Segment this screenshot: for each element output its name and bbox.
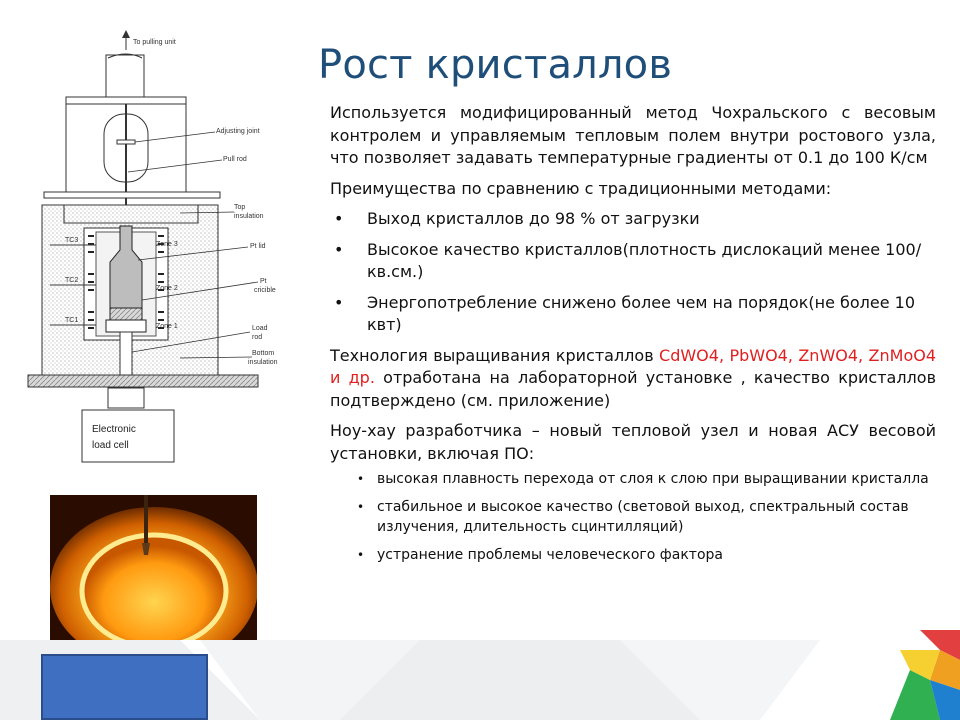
- knowhow-paragraph: Ноу-хау разработчика – новый тепловой узел и новая АСУ весовой установки, включая ПО:: [330, 421, 936, 463]
- list-item: • Энергопотребление снижено более чем на порядок(не более 10 квт): [330, 292, 936, 337]
- advantages-list: [330, 208, 936, 337]
- label-tc1: TC1: [65, 317, 79, 324]
- label-tc3: TC3: [65, 237, 79, 244]
- advantages-heading: Преимущества по сравнению с традиционными методами:: [330, 178, 832, 198]
- label-pull-rod: Pull rod: [223, 156, 247, 163]
- technology-paragraph: [330, 345, 936, 413]
- label-zone2: Zone 2: [156, 285, 178, 292]
- intro-paragraph: Используется модифицированный метод Чохральского с весовым контролем и управляемым тепловым полем внутри ростового узла, что позволяет задавать температурные градиенты от 0.1 до 100 К/см: [330, 103, 936, 167]
- label-bottom-2: insulation: [248, 359, 278, 366]
- list-item: • устранение проблемы человеческого фактора: [330, 545, 936, 565]
- label-tc2: TC2: [65, 277, 79, 284]
- list-item: • стабильное и высокое качество (световой выход, спектральный состав излучения, длительность сцинтилляций): [330, 497, 936, 537]
- knowhow-list: [330, 469, 936, 565]
- label-zone1: Zone 1: [156, 323, 178, 330]
- label-pt-1: Pt: [260, 278, 267, 285]
- label-adjusting-joint: Adjusting joint: [216, 128, 260, 135]
- label-top-2: insulation: [234, 213, 264, 220]
- czochralski-furnace-diagram: [20, 30, 290, 470]
- technology-prefix: Технология выращивания кристаллов: [330, 345, 660, 365]
- label-bottom-1: Bottom: [252, 350, 275, 357]
- label-load-rod-2: rod: [252, 334, 263, 341]
- label-pulling-unit: To pulling unit: [133, 39, 176, 46]
- technology-suffix: отработана на лабораторной установке , качество кристаллов подтверждено (см. приложение): [330, 368, 937, 410]
- label-load-cell-2: load cell: [92, 440, 129, 451]
- list-item: • Высокое качество кристаллов(плотность дислокаций менее 100/кв.см.): [330, 239, 936, 284]
- label-pt-lid: Pt lid: [250, 243, 266, 250]
- label-load-cell-1: Electronic: [92, 424, 136, 435]
- link-box[interactable]: [41, 654, 208, 720]
- label-load-rod-1: Load: [252, 325, 268, 332]
- crystal-names: CdWO4, PbWO4, ZnWO4, ZnMoO4 и др.: [330, 345, 937, 387]
- list-item: • Выход кристаллов до 98 % от загрузки: [330, 208, 936, 231]
- label-top-1: Top: [234, 204, 246, 211]
- list-item: • высокая плавность перехода от слоя к слою при выращивании кристалла: [330, 469, 936, 489]
- slide-body: [330, 102, 936, 573]
- label-pt-2: cricible: [254, 287, 276, 294]
- slide-title: Рост кристаллов: [318, 42, 673, 88]
- crystal-growth-photo: [50, 495, 257, 640]
- corner-decoration: [850, 630, 960, 720]
- label-zone3: Zone 3: [156, 241, 178, 248]
